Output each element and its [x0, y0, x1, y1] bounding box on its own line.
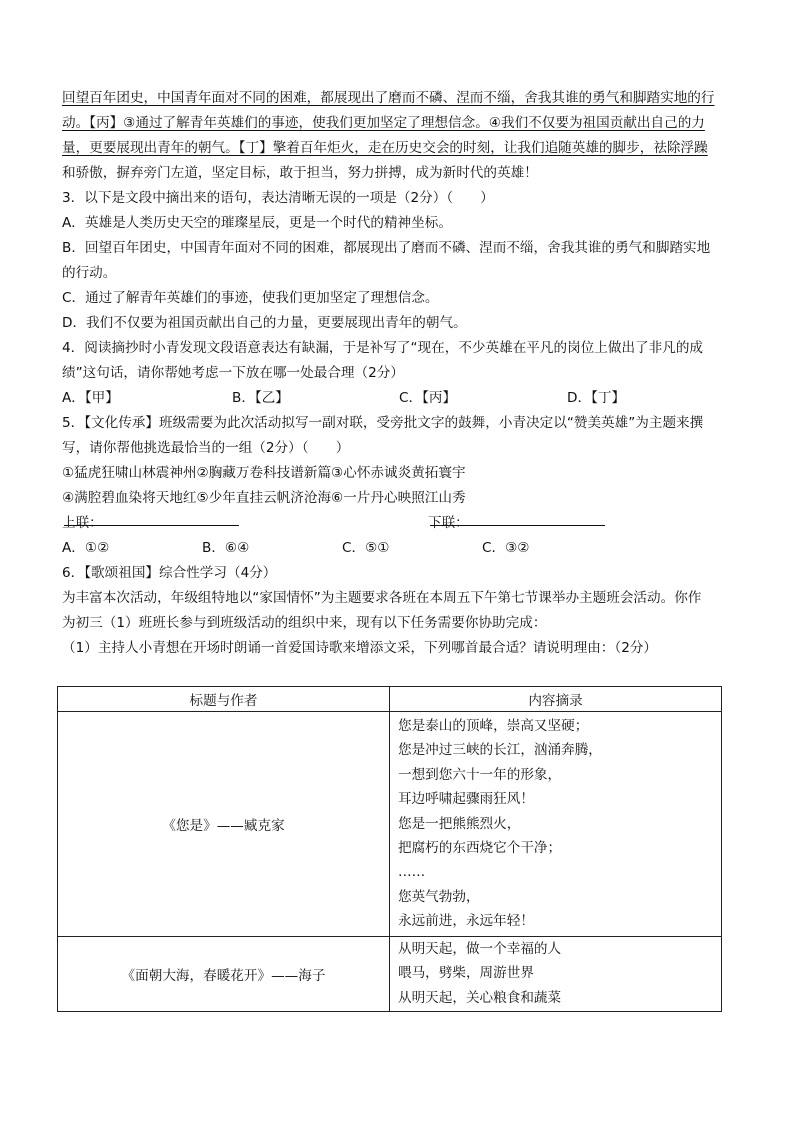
header-title-author: 标题与作者 [58, 687, 390, 712]
lower-couplet-label: 下联： [428, 515, 469, 531]
passage-line-3 [62, 136, 732, 161]
q5-couplet-options-1: ①猛虎狂啸山林震神州②胸藏万卷科技谱新篇③心怀赤诚炎黄拓寰宇 [62, 465, 466, 481]
passage-line-1: 回望百年团史，中国青年面对不同的困难，都展现出了磨而不磷、涅而不缁，舍我其谁的勇气和脚踏实地的行 [62, 90, 715, 106]
q5-answer-lines [62, 511, 732, 536]
q6-intro: 为丰富本次活动，年级组特地以“家国情怀”为主题要求各班在本周五下午第七节课举办主题班会活动。你作 [62, 590, 702, 606]
poem-line: 您是泰山的顶峰，崇高又坚硬； [398, 718, 589, 734]
q5-option-b: B．⑥④ [202, 540, 250, 556]
exam-page [62, 86, 732, 661]
poem-line: 您是一把熊熊烈火， [398, 815, 521, 832]
q5-option-c: C．⑤① [342, 540, 390, 556]
upper-couplet-blank[interactable] [64, 511, 239, 526]
upper-couplet-label: 上联： [62, 515, 103, 531]
poem-line: 喂马，劈柴，周游世界 [398, 965, 534, 982]
poem-title-1: 《您是》——臧克家 [58, 712, 390, 937]
q4-stem: 4．阅读摘抄时小青发现文段语意表达有缺漏，于是补写了“现在，不少英雄在平凡的岗位上做出了非凡的成 [62, 340, 704, 356]
header-content-excerpt: 内容摘录 [390, 687, 722, 712]
poem-table [57, 686, 722, 1012]
table-row [58, 937, 722, 1012]
passage-line-4: 和骄傲，摒弃旁门左道，坚定目标，敢于担当，努力拼搏，成为新时代的英雄！ [62, 165, 538, 181]
table-row [58, 712, 722, 937]
q3-option-d: D．我们不仅要为祖国贡献出自己的力量，更要展现出青年的朝气。 [62, 315, 467, 331]
poem-line: 把腐朽的东西烧它个干净； [398, 840, 562, 857]
table-header-row [58, 687, 722, 712]
q6-stem: 6．【歌颂祖国】综合性学习（4分） [62, 565, 277, 581]
q4-option-b: B．【乙】 [232, 390, 289, 406]
q5-option-a: A．①② [62, 540, 110, 556]
q3-stem: 3．以下是文段中摘出来的语句，表达清晰无误的一项是（2分）（ ） [62, 190, 494, 206]
q4-stem-cont: 绩”这句话，请你帮她考虑一下放在哪一处最合理（2分） [62, 365, 404, 381]
poem-line: 您是冲过三峡的长江，汹涌奔腾， [398, 742, 602, 759]
passage-line-3-text: 量，更要展现出青年的朝气。【丁】擎着百年炬火，走在历史交会的时刻，让我们追随英雄的脚步，祛除浮躁 [62, 140, 708, 156]
q4-options [62, 386, 732, 411]
q5-stem: 5．【文化传承】班级需要为此次活动拟写一副对联，受旁批文字的鼓舞，小青决定以“赞美英雄”为主题来撰 [62, 415, 704, 431]
q3-option-c: C．通过了解青年英雄们的事迹，使我们更加坚定了理想信念。 [62, 290, 439, 306]
poem-title-2: 《面朝大海，春暖花开》——海子 [58, 937, 390, 1012]
q6-sub-question-1: （1）主持人小青想在开场时朗诵一首爱国诗歌来增添文采，下列哪首最合适？请说明理由：（2分） [62, 640, 658, 656]
q3-option-b: B．回望百年团史，中国青年面对不同的困难，都展现出了磨而不磷、涅而不缁，舍我其谁的勇气和脚踏实地 [62, 240, 711, 256]
poem-line: 从明天起，关心粮食和蔬菜 [398, 989, 562, 1006]
q5-stem-cont: 写，请你帮他挑选最恰当的一组（2分）（ ） [62, 440, 350, 456]
passage-line-2: 动。【丙】③通过了解青年英雄们的事迹，使我们更加坚定了理想信念。④我们不仅要为祖国贡献出自己的力 [62, 115, 705, 131]
poem-line: 耳边呼啸起骤雨狂风！ [398, 791, 534, 808]
poem-line: 一想到您六十一年的形象， [398, 766, 562, 783]
q6-intro-cont: 为初三（1）班班长参与到班级活动的组织中来，现有以下任务需要你协助完成： [62, 615, 547, 631]
q3-option-a: A．英雄是人类历史天空的璀璨星辰，更是一个时代的精神坐标。 [62, 215, 452, 231]
q4-option-a: A．【甲】 [62, 390, 119, 406]
poem-excerpt-1 [390, 712, 722, 937]
q5-option-d: C．③② [482, 540, 530, 556]
poem-excerpt-2 [390, 937, 722, 1012]
q4-option-c: C．【丙】 [399, 390, 457, 406]
poem-line: 永远前进，永远年轻！ [398, 913, 534, 930]
poem-line: …… [398, 864, 426, 881]
q4-option-d: D．【丁】 [567, 390, 626, 406]
lower-couplet-blank[interactable] [430, 511, 605, 526]
q5-couplet-options-2: ④满腔碧血染将天地红⑤少年直挂云帆济沧海⑥一片丹心映照江山秀 [62, 490, 466, 506]
poem-line: 您英气勃勃， [398, 888, 480, 905]
poem-line: 从明天起，做一个幸福的人 [398, 941, 562, 957]
q5-options [62, 536, 732, 561]
q3-option-b-cont: 的行动。 [62, 265, 117, 281]
